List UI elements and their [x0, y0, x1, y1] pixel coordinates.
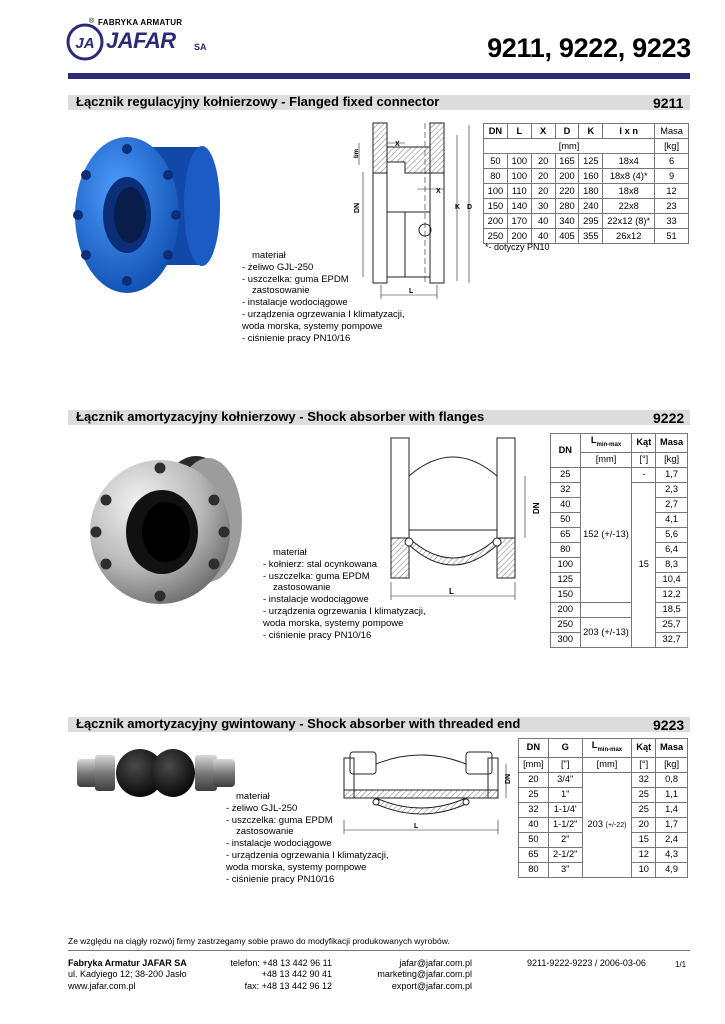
svg-text:DN: DN — [354, 202, 361, 213]
spec-table-9223 — [518, 738, 688, 878]
footer-phones: telefon: +48 13 442 96 11 +48 13 442 90 41 fax: +48 13 442 96 12 — [230, 958, 332, 991]
table-row: 100 110 20 220 180 18x8 12 — [484, 184, 689, 199]
table-row: 20 3/4" 203 (+/-22) 32 0,8 — [519, 772, 688, 787]
table-row: 65 5,6 — [551, 527, 688, 542]
technical-drawing-9223 — [338, 740, 516, 836]
table-row: 50 100 20 165 125 18x4 6 — [484, 154, 689, 169]
svg-text:DN: DN — [532, 502, 541, 514]
table-units-row: [mm] ["] [mm] [°] [kg] — [519, 757, 688, 772]
materials-9222: materiał - kołnierz: stal ocynkowana - uszczelka: guma EPDM zastosowanie - instalacje wodociągowe - urządzenia ogrzewania I klimatyzacji, woda morska, systemy pompowe - ciśnienie pracy PN10/16 — [263, 547, 426, 641]
company-logo — [66, 18, 226, 63]
svg-text:X: X — [436, 188, 441, 195]
table-row: 250 203 (+/-13) 25,7 — [551, 617, 688, 632]
section-code-9223: 9223 — [653, 717, 685, 733]
svg-text:L: L — [449, 587, 454, 596]
spec-table-9211 — [483, 123, 689, 244]
table-row: 32 1-1/4' 25 1,4 — [519, 802, 688, 817]
logo-top-text: FABRYKA ARMATUR — [98, 18, 183, 27]
materials-9223: materiał - żeliwo GJL-250 - uszczelka: guma EPDM zastosowanie - instalacje wodociągowe - urządzenia ogrzewania I klimatyzacji, woda morska, systemy pompowe - ciśnienie pracy PN10/16 — [226, 791, 389, 885]
table-row: 250 200 40 405 355 26x12 51 — [484, 229, 689, 244]
section-title-9222: Łącznik amortyzacyjny kołnierzowy - Shock absorber with flanges — [76, 409, 485, 424]
table-row: 25 1" 25 1,1 — [519, 787, 688, 802]
table-note-9211: *- dotyczy PN10 — [485, 242, 550, 252]
table-row: 150 140 30 280 240 22x8 23 — [484, 199, 689, 214]
product-image-9223 — [75, 745, 240, 801]
footer-company: Fabryka Armatur JAFAR SA ul. Kadyiego 12; 38-200 Jasło www.jafar.com.pl — [68, 958, 187, 991]
svg-text:X: X — [395, 141, 400, 148]
table-row: 50 2" 15 2,4 — [519, 832, 688, 847]
email-link[interactable]: export@jafar.com.pl — [391, 980, 472, 991]
table-row: 25 152 (+/-13) - 1,7 — [551, 467, 688, 482]
table-row: 80 3" 10 4,9 — [519, 862, 688, 877]
table-header-row: DN G $L_{min-max}$ Kąt Masa — [519, 739, 688, 758]
technical-drawing-9222 — [375, 432, 545, 604]
spec-table-9222 — [550, 433, 688, 648]
table-row: 300 32,7 — [551, 632, 688, 647]
header-rule — [68, 73, 690, 79]
page-title: 9211, 9222, 9223 — [487, 33, 691, 63]
svg-text:JA: JA — [75, 35, 95, 52]
table-row: 40 1-1/2" 20 1,7 — [519, 817, 688, 832]
table-row: 50 4,1 — [551, 512, 688, 527]
table-row: 125 10,4 — [551, 572, 688, 587]
svg-text:DN: DN — [505, 773, 512, 784]
product-image-9211 — [62, 115, 232, 305]
email-link[interactable]: jafar@jafar.com.pl — [399, 958, 472, 968]
table-row: 65 2-1/2" 12 4,3 — [519, 847, 688, 862]
table-row: 100 8,3 — [551, 557, 688, 572]
registered-mark: ® — [89, 18, 95, 25]
page-number: 1/1 — [675, 960, 687, 969]
svg-text:bm: bm — [354, 149, 360, 158]
technical-drawing-9211 — [345, 117, 480, 307]
table-header-row: DN $L_{min-max}$ Kąt Masa — [551, 434, 688, 453]
table-row: 200 18,5 — [551, 602, 688, 617]
table-units-row: [mm] [kg] — [484, 139, 689, 154]
svg-text:K: K — [455, 204, 461, 211]
document-reference: 9211-9222-9223 / 2006-03-06 — [527, 958, 646, 968]
product-image-9222 — [88, 448, 248, 608]
section-title-9223: Łącznik amortyzacyjny gwintowany - Shock absorber with threaded end — [76, 716, 521, 731]
section-code-9211: 9211 — [653, 95, 684, 111]
table-row: 150 12,2 — [551, 587, 688, 602]
email-link[interactable]: marketing@jafar.com.pl — [377, 969, 472, 980]
section-title-9211: Łącznik regulacyjny kołnierzowy - Flanged fixed connector — [76, 94, 440, 109]
logo-main-text: JAFAR — [106, 28, 176, 53]
section-code-9222: 9222 — [653, 410, 685, 426]
svg-text:L: L — [409, 288, 414, 295]
footer-rule — [68, 950, 690, 951]
table-row: 200 170 40 340 295 22x12 (8)* 33 — [484, 214, 689, 229]
table-row: 40 2,7 — [551, 497, 688, 512]
table-units-row: [mm] [°] [kg] — [551, 452, 688, 467]
logo-mark-icon — [66, 23, 104, 61]
materials-9211: materiał - żeliwo GJL-250 - uszczelka: guma EPDM zastosowanie - instalacje wodociągowe - urządzenia ogrzewania I klimatyzacji, woda morska, systemy pompowe - ciśnienie pracy PN10/16 — [242, 250, 405, 344]
disclaimer: Ze względu na ciągły rozwój firmy zastrzegamy sobie prawo do modyfikacji produkowanych wyrobów. — [68, 936, 450, 946]
footer-emails — [350, 958, 472, 992]
table-row: 80 6,4 — [551, 542, 688, 557]
svg-text:L: L — [414, 823, 419, 830]
website-link[interactable]: www.jafar.com.pl — [68, 980, 136, 991]
logo-sa-text: SA — [194, 42, 207, 52]
svg-text:D: D — [467, 204, 473, 211]
table-row: 32 15 2,3 — [551, 482, 688, 497]
table-header-row: DN L X D K l x n Masa — [484, 124, 689, 139]
table-row: 80 100 20 200 160 18x8 (4)* 9 — [484, 169, 689, 184]
